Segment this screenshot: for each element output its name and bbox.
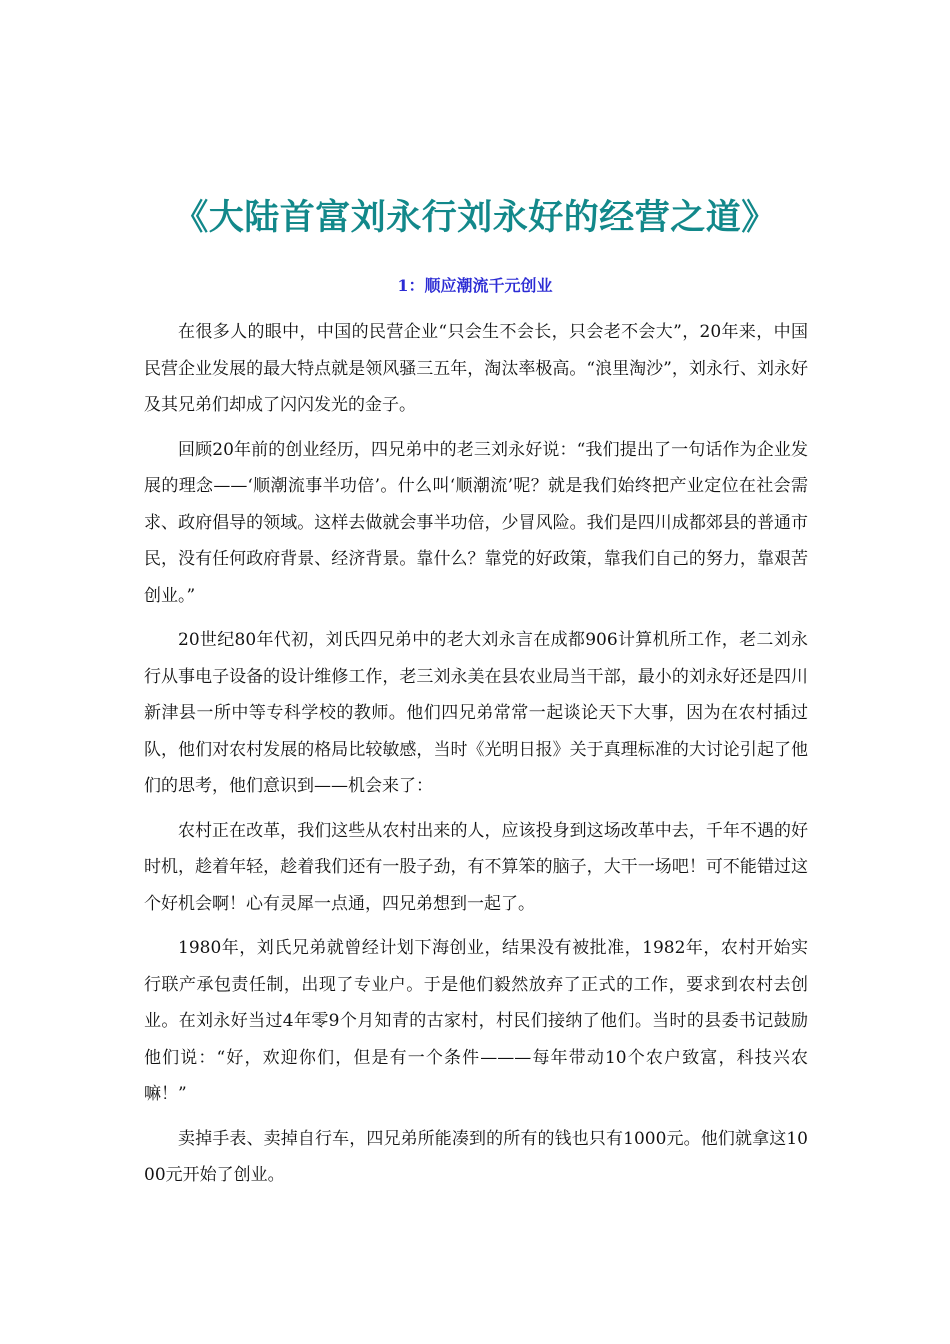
paragraph-5: 1980年，刘氏兄弟就曾经计划下海创业，结果没有被批准，1982年，农村开始实行联产承包责任制，出现了专业户。于是他们毅然放弃了正式的工作，要求到农村去创业。在刘永好当过4年零9个月知青的古家村，村民们接纳了他们。当时的县委书记鼓励他们说：“好，欢迎你们，但是有一个条件———每年带动10个农户致富，科技兴农嘛！” (144, 938, 808, 1104)
paragraph-2: 回顾20年前的创业经历，四兄弟中的老三刘永好说：“我们提出了一句话作为企业发展的理念——‘顺潮流事半功倍’。什么叫‘顺潮流’呢？就是我们始终把产业定位在社会需求、政府倡导的领域。这样去做就会事半功倍，少冒风险。我们是四川成都郊县的普通市民，没有任何政府背景、经济背景。靠什么？靠党的好政策，靠我们自己的努力，靠艰苦创业。” (144, 439, 808, 606)
section-heading: 1：顺应潮流千元创业 (397, 276, 553, 295)
paragraph-6: 卖掉手表、卖掉自行车，四兄弟所能凑到的所有的钱也只有1000元。他们就拿这1000元开始了创业。 (144, 1128, 808, 1185)
paragraph-3: 20世纪80年代初，刘氏四兄弟中的老大刘永言在成都906计算机所工作，老二刘永行从事电子设备的设计维修工作，老三刘永美在县农业局当干部，最小的刘永好还是四川新津县一所中等专科学校的教师。他们四兄弟常常一起谈论天下大事，因为在农村插过队，他们对农村发展的格局比较敏感，当时《光明日报》关于真理标准的大讨论引起了他们的思考，他们意识到——机会来了： (144, 630, 808, 796)
paragraph-4: 农村正在改革，我们这些从农村出来的人，应该投身到这场改革中去，千年不遇的好时机，趁着年轻，趁着我们还有一股子劲，有不算笨的脑子，大干一场吧！可不能错过这个好机会啊！心有灵犀一点通，四兄弟想到一起了。 (144, 820, 808, 914)
paragraph-1: 在很多人的眼中，中国的民营企业“只会生不会长，只会老不会大”，20年来，中国民营企业发展的最大特点就是领风骚三五年，淘汰率极高。“浪里淘沙”，刘永行、刘永好及其兄弟们却成了闪闪发光的金子。 (144, 322, 808, 415)
document-title: 《大陆首富刘永行刘永好的经营之道》 (173, 197, 777, 238)
body-text (144, 314, 808, 1202)
